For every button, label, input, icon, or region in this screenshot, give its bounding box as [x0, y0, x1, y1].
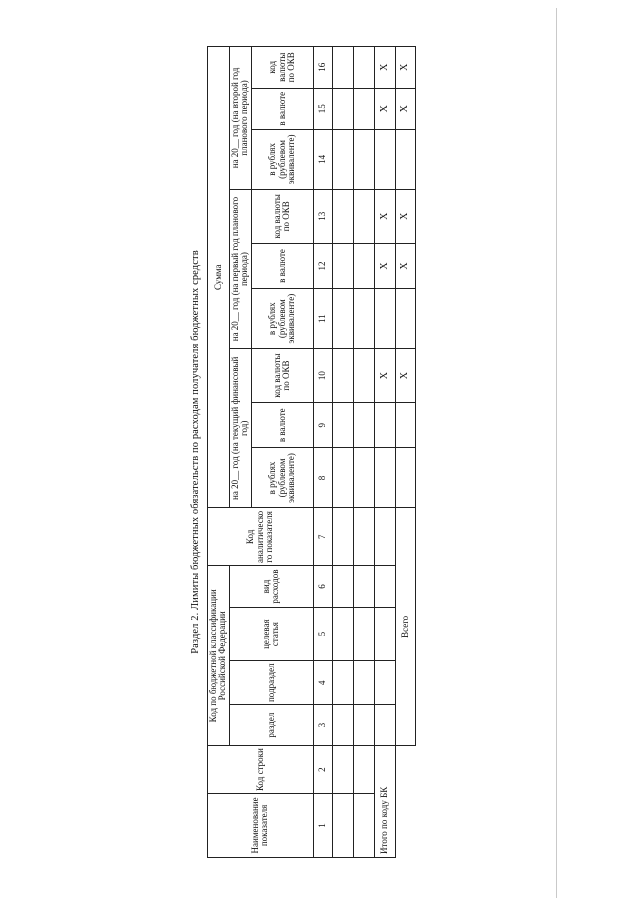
table-row [353, 47, 374, 858]
total-bk-row [374, 47, 395, 858]
header-bk-code: Код по бюджетной классификации Российской Федерации [208, 566, 230, 746]
table-cell[interactable] [374, 704, 395, 745]
header-expense-type: вид расходов [229, 566, 313, 607]
table-cell[interactable] [353, 289, 374, 349]
table-cell[interactable] [353, 129, 374, 189]
x-mark: X [374, 47, 395, 89]
table-cell[interactable] [332, 129, 353, 189]
limits-table [207, 46, 416, 858]
table-cell[interactable] [332, 47, 353, 89]
table-cell[interactable] [353, 566, 374, 607]
column-number: 15 [313, 88, 332, 129]
header-target-article: целевая статья [229, 607, 313, 661]
column-number: 7 [313, 508, 332, 566]
section-title: Раздел 2. Лимиты бюджетных обязательств по расходам получателя бюджетных средств [190, 250, 201, 654]
column-number: 16 [313, 47, 332, 89]
table-cell[interactable] [353, 746, 374, 794]
table-cell[interactable] [395, 448, 416, 508]
column-number: 1 [313, 793, 332, 857]
table-cell[interactable] [353, 47, 374, 89]
header-year-first-plan: на 20__ год (на первый год планового периода) [229, 189, 251, 348]
x-mark: X [374, 189, 395, 243]
header-analytic-code: Код аналитического показателя [208, 508, 314, 566]
table-cell[interactable] [332, 243, 353, 289]
table-cell[interactable] [353, 243, 374, 289]
header-name: Наименование показателя [208, 793, 314, 857]
table-cell[interactable] [374, 448, 395, 508]
grand-total-label: Всего [395, 508, 416, 746]
table-cell[interactable] [353, 349, 374, 403]
table-cell[interactable] [332, 661, 353, 704]
table-cell[interactable] [332, 746, 353, 794]
table-cell[interactable] [353, 508, 374, 566]
header-in-currency: в валюте [251, 402, 313, 448]
header-in-currency: в валюте [251, 243, 313, 289]
total-bk-label: Итого по коду БК [374, 746, 395, 858]
header-rubles: в рублях (рублевом эквиваленте) [251, 129, 313, 189]
column-number: 2 [313, 746, 332, 794]
table-cell[interactable] [353, 402, 374, 448]
x-mark: X [395, 47, 416, 89]
header-year-current: на 20__ год (на текущий финансовый год) [229, 349, 251, 508]
table-cell[interactable] [395, 402, 416, 448]
column-number: 3 [313, 704, 332, 745]
table-cell[interactable] [374, 508, 395, 566]
column-number: 6 [313, 566, 332, 607]
column-number: 13 [313, 189, 332, 243]
table-cell[interactable] [332, 607, 353, 661]
header-section: раздел [229, 704, 313, 745]
table-cell[interactable] [332, 402, 353, 448]
rotated-form [190, 42, 450, 862]
header-rubles: в рублях (рублевом эквиваленте) [251, 289, 313, 349]
table-row [332, 47, 353, 858]
header-in-currency: в валюте [251, 88, 313, 129]
x-mark: X [374, 349, 395, 403]
table-cell[interactable] [353, 661, 374, 704]
table-cell[interactable] [374, 129, 395, 189]
column-number: 9 [313, 402, 332, 448]
column-number: 5 [313, 607, 332, 661]
table-cell[interactable] [353, 88, 374, 129]
table-cell[interactable] [353, 189, 374, 243]
x-mark: X [374, 88, 395, 129]
table-cell[interactable] [395, 129, 416, 189]
header-currency-code: код валюты по ОКВ [251, 47, 313, 89]
table-cell[interactable] [374, 607, 395, 661]
x-mark: X [395, 243, 416, 289]
header-sum: Сумма [208, 47, 230, 508]
table-cell[interactable] [332, 189, 353, 243]
header-currency-code: код валюты по ОКВ [251, 349, 313, 403]
header-year-second-plan: на 20__ год (на второй год планового периода) [229, 47, 251, 190]
column-number: 8 [313, 448, 332, 508]
column-number: 14 [313, 129, 332, 189]
table-cell[interactable] [374, 402, 395, 448]
table-cell[interactable] [374, 566, 395, 607]
x-mark: X [374, 243, 395, 289]
column-number: 4 [313, 661, 332, 704]
column-number: 12 [313, 243, 332, 289]
empty-corner [395, 746, 416, 858]
table-cell[interactable] [332, 448, 353, 508]
grand-total-row [395, 47, 416, 858]
table-cell[interactable] [332, 508, 353, 566]
table-cell[interactable] [332, 566, 353, 607]
table-cell[interactable] [353, 704, 374, 745]
column-numbers-row [313, 47, 332, 858]
column-number: 10 [313, 349, 332, 403]
table-cell[interactable] [332, 289, 353, 349]
table-cell[interactable] [332, 704, 353, 745]
x-mark: X [395, 189, 416, 243]
table-cell[interactable] [353, 793, 374, 857]
header-subsection: подраздел [229, 661, 313, 704]
header-row-code: Код строки [208, 746, 314, 794]
table-cell[interactable] [332, 88, 353, 129]
table-cell[interactable] [353, 448, 374, 508]
header-rubles: в рублях (рублевом эквиваленте) [251, 448, 313, 508]
header-currency-code: код валюты по ОКВ [251, 189, 313, 243]
table-cell[interactable] [374, 661, 395, 704]
table-cell[interactable] [353, 607, 374, 661]
column-number: 11 [313, 289, 332, 349]
x-mark: X [395, 88, 416, 129]
table-cell[interactable] [395, 289, 416, 349]
table-cell[interactable] [332, 349, 353, 403]
table-cell[interactable] [374, 289, 395, 349]
table-cell[interactable] [332, 793, 353, 857]
x-mark: X [395, 349, 416, 403]
page-edge-line [556, 8, 557, 898]
